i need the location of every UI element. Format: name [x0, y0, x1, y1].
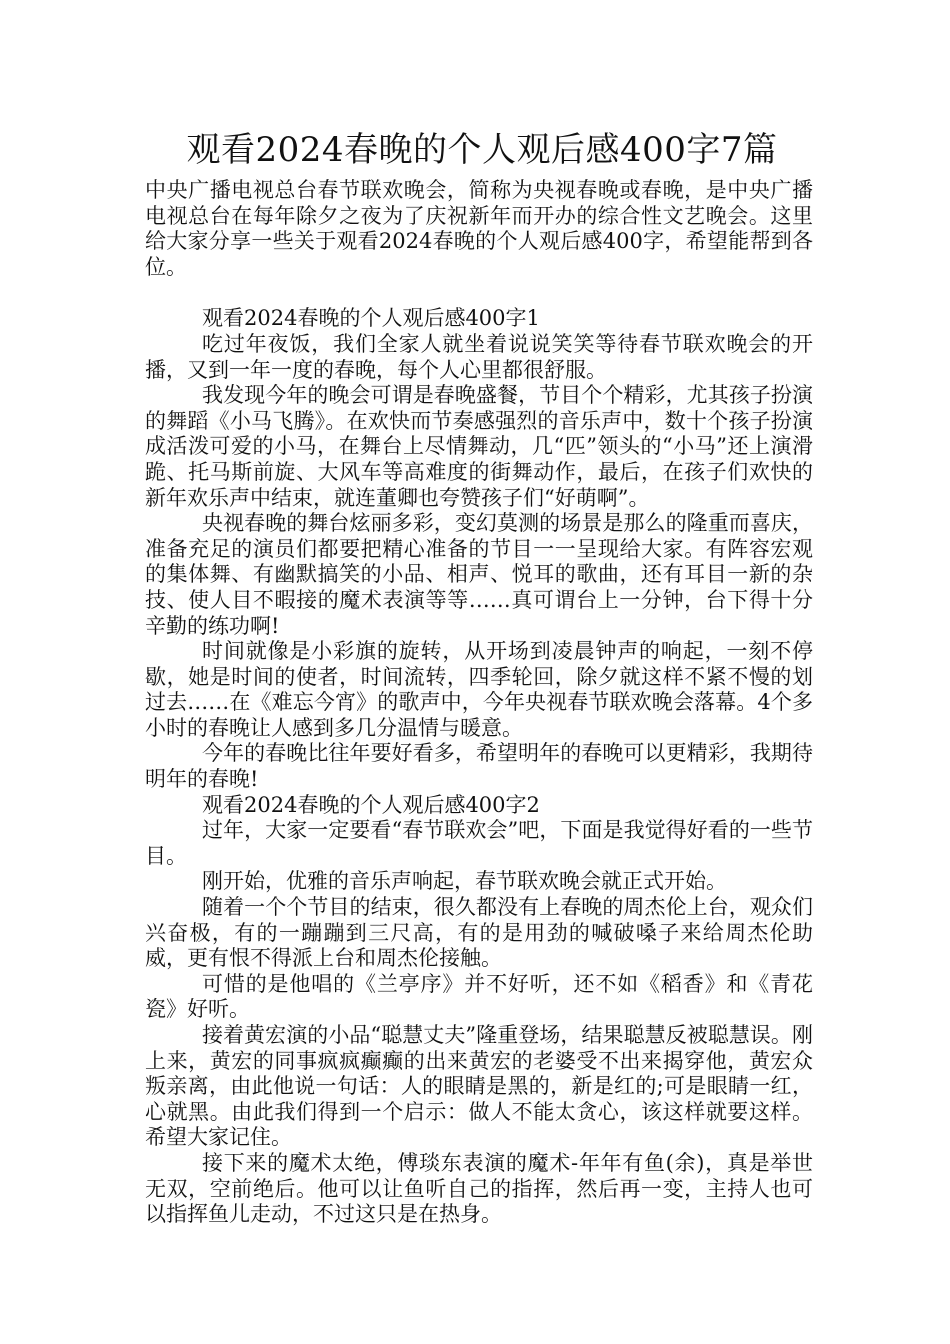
body-paragraph: 吃过年夜饭，我们全家人就坐着说说笑笑等待春节联欢晚会的开播，又到一年一度的春晚，每个人心里都很舒服。: [145, 331, 813, 382]
section-heading: 观看2024春晚的个人观后感400字2: [202, 792, 540, 817]
body-paragraph: 时间就像是小彩旗的旋转，从开场到凌晨钟声的响起，一刻不停歇，她是时间的使者，时间流转，四季轮回，除夕就这样不紧不慢的划过去……在《难忘今宵》的歌声中，今年央视春节联欢晚会落幕。4个多小时的春晚让人感到多几分温情与暖意。: [145, 639, 813, 740]
intro-paragraph: 中央广播电视总台春节联欢晚会，简称为央视春晚或春晚，是中央广播电视总台在每年除夕之夜为了庆祝新年而开办的综合性文艺晚会。这里给大家分享一些关于观看2024春晚的个人观后感400字，希望能帮到各位。: [145, 178, 813, 279]
section-2: [145, 793, 813, 1228]
document-page: [145, 128, 813, 1228]
section-heading: 观看2024春晚的个人观后感400字1: [202, 306, 540, 331]
body-paragraph: 可惜的是他唱的《兰亭序》并不好听，还不如《稻香》和《青花瓷》好听。: [145, 971, 813, 1022]
blank-line: [145, 280, 813, 306]
body-paragraph: 刚开始，优雅的音乐声响起，春节联欢晚会就正式开始。: [202, 869, 727, 894]
body-paragraph: 央视春晚的舞台炫丽多彩，变幻莫测的场景是那么的隆重而喜庆，准备充足的演员们都要把精心准备的节目一一呈现给大家。有阵容宏观的集体舞、有幽默搞笑的小品、相声、悦耳的歌曲，还有耳目一新的杂技、使人目不暇接的魔术表演等等……真可谓台上一分钟，台下得十分辛勤的练功啊!: [145, 511, 813, 638]
body-paragraph: 接着黄宏演的小品“聪慧丈夫”隆重登场，结果聪慧反被聪慧误。刚上来，黄宏的同事疯疯癫癫的出来黄宏的老婆受不出来揭穿他，黄宏众叛亲离，由此他说一句话：人的眼睛是黑的，新是红的;可是眼睛一红，心就黑。由此我们得到一个启示：做人不能太贪心，该这样就要这样。希望大家记住。: [145, 1023, 813, 1150]
body-paragraph: 过年，大家一定要看“春节联欢会”吧，下面是我觉得好看的一些节目。: [145, 818, 813, 868]
body-paragraph: 我发现今年的晚会可谓是春晚盛餐，节目个个精彩，尤其孩子扮演的舞蹈《小马飞腾》。在欢快而节奏感强烈的音乐声中，数十个孩子扮演成活泼可爱的小马，在舞台上尽情舞动，几“匹”领头的“小马”还上演滑跪、托马斯前旋、大风车等高难度的街舞动作，最后，在孩子们欢快的新年欢乐声中结束，就连董卿也夸赞孩子们“好萌啊”。: [145, 383, 813, 510]
section-1: [145, 306, 813, 792]
body-paragraph: 随着一个个节目的结束，很久都没有上春晚的周杰伦上台，观众们兴奋极，有的一蹦蹦到三尺高，有的是用劲的喊破嗓子来给周杰伦助威，更有恨不得派上台和周杰伦接触。: [145, 895, 813, 971]
document-title: 观看2024春晚的个人观后感400字7篇: [186, 130, 778, 170]
body-paragraph: 接下来的魔术太绝，傅琰东表演的魔术-年年有鱼(余)，真是举世无双，空前绝后。他可以让鱼听自己的指挥，然后再一变，主持人也可以指挥鱼儿走动，不过这只是在热身。: [145, 1150, 813, 1227]
body-paragraph: 今年的春晚比往年要好看多，希望明年的春晚可以更精彩，我期待明年的春晚!: [145, 741, 813, 792]
